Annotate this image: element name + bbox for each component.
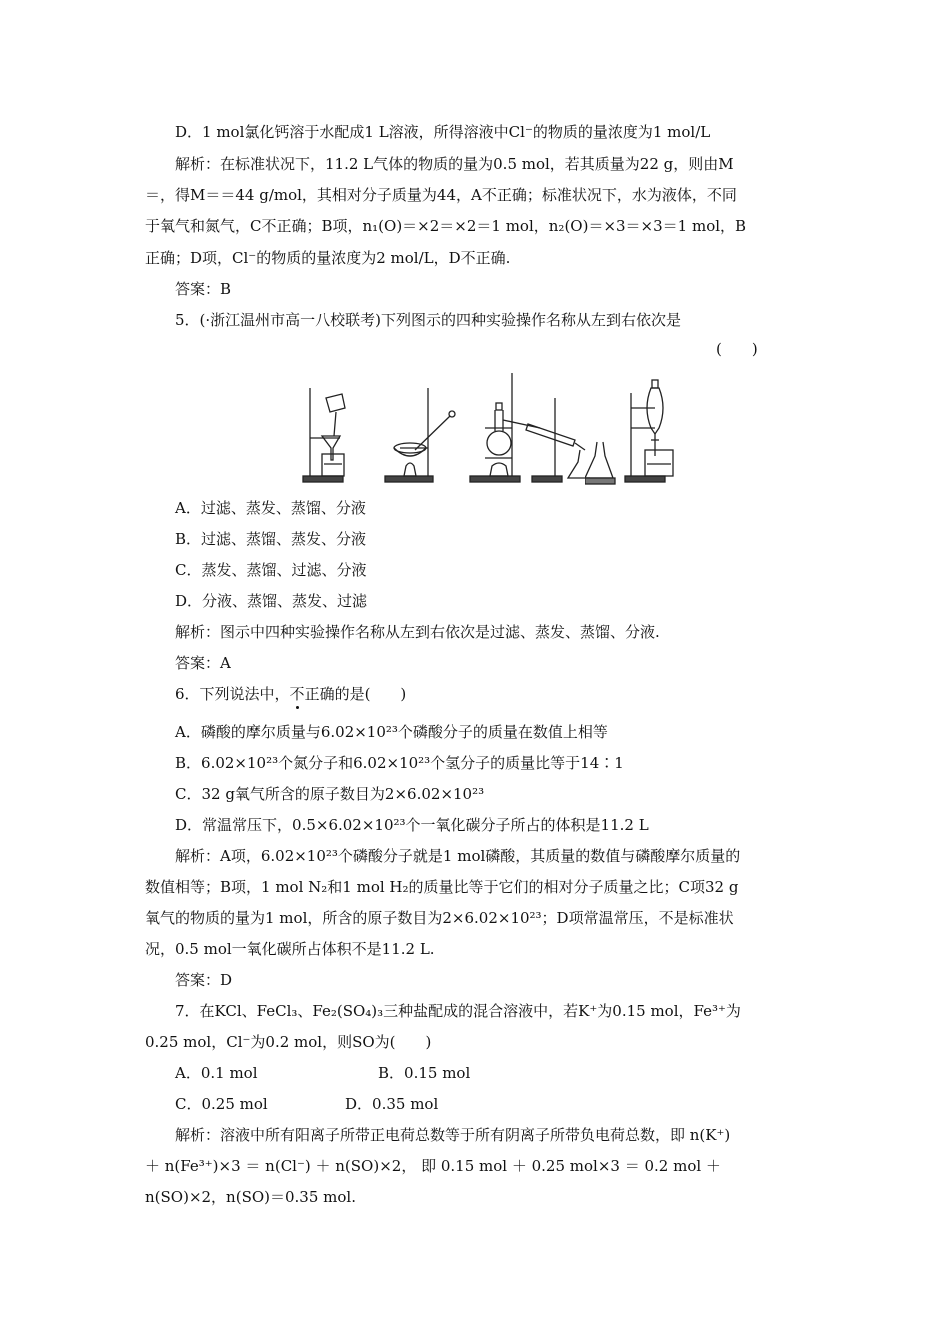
lab-apparatus-figure <box>300 368 590 488</box>
question-6 <box>175 684 406 704</box>
option-d-q6: D．常温常压下，0.5×6.02×10²³个一氧化碳分子所占的体积是11.2 L <box>175 816 649 834</box>
answer-q6: 答案：D <box>175 971 233 989</box>
question-6-emphasis: 不 <box>289 685 305 703</box>
analysis-q6-line2: 数值相等；B项，1 mol N₂和1 mol H₂的质量比等于它们的相对分子质量之比；C项32 g <box>145 878 739 896</box>
option-b-q5: B．过滤、蒸馏、蒸发、分液 <box>175 530 367 548</box>
answer-q4: 答案：B <box>175 280 232 298</box>
option-c-q7: C．0.25 mol <box>175 1095 268 1113</box>
analysis-q4-line3: 于氧气和氮气，C不正确；B项，n₁(O)＝×2＝×2＝1 mol，n₂(O)＝×3＝×3＝1 mol，B <box>145 217 747 235</box>
lab-apparatus-figure-right <box>585 368 695 488</box>
option-a-q5: A．过滤、蒸发、蒸馏、分液 <box>175 499 366 517</box>
analysis-q6-line4: 况，0.5 mol一氧化碳所占体积不是11.2 L. <box>145 940 435 958</box>
analysis-q4-line1: 解析：在标准状况下，11.2 L气体的物质的量为0.5 mol，若其质量为22 g，则由M <box>175 155 734 173</box>
distillation-apparatus <box>470 373 585 482</box>
option-a-q6: A．磷酸的摩尔质量与6.02×10²³个磷酸分子的质量在数值上相等 <box>175 723 608 741</box>
analysis-q4-line4: 正确；D项，Cl⁻的物质的量浓度为2 mol/L，D不正确. <box>145 249 511 267</box>
analysis-q7-line1: 解析：溶液中所有阳离子所带正电荷总数等于所有阴离子所带负电荷总数，即 n(K⁺) <box>175 1126 731 1144</box>
evaporation-apparatus <box>385 388 455 482</box>
answer-blank-q5: ( ) <box>716 340 758 358</box>
answer-q5: 答案：A <box>175 654 231 672</box>
option-d-q5: D．分液、蒸馏、蒸发、过滤 <box>175 592 368 610</box>
option-b-q7: B．0.15 mol <box>378 1064 471 1082</box>
filtration-apparatus <box>303 388 345 482</box>
option-c-q6: C．32 g氧气所含的原子数目为2×6.02×10²³ <box>175 785 485 803</box>
analysis-q6-line1: 解析：A项，6.02×10²³个磷酸分子就是1 mol磷酸，其质量的数值与磷酸摩尔质量的 <box>175 847 741 865</box>
analysis-q6-line3: 氧气的物质的量为1 mol，所含的原子数目为2×6.02×10²³；D项常温常压，不是标准状 <box>145 909 734 927</box>
option-d-q4: D．1 mol氯化钙溶于水配成1 L溶液，所得溶液中Cl⁻的物质的量浓度为1 mol/L <box>175 123 711 141</box>
question-5: 5．(·浙江温州市高一八校联考)下列图示的四种实验操作名称从左到右依次是 <box>175 311 682 329</box>
option-d-q7: D．0.35 mol <box>345 1095 439 1113</box>
option-c-q5: C．蒸发、蒸馏、过滤、分液 <box>175 561 367 579</box>
separatory-funnel-apparatus <box>625 380 673 482</box>
question-7-line1: 7．在KCl、FeCl₃、Fe₂(SO₄)₃三种盐配成的混合溶液中，若K⁺为0.15 mol，Fe³⁺为 <box>175 1002 741 1020</box>
analysis-q7-line2: ＋ n(Fe³⁺)×3 ＝ n(Cl⁻) ＋ n(SO)×2， 即 0.15 mol ＋ 0.25 mol×3 ＝ 0.2 mol ＋ <box>145 1157 721 1175</box>
option-a-q7: A．0.1 mol <box>175 1064 258 1082</box>
question-6-part1: 6．下列说法中， <box>175 685 290 703</box>
question-7-line2: 0.25 mol，Cl⁻为0.2 mol，则SO为( ) <box>145 1033 432 1051</box>
analysis-q4-line2: ＝，得M＝＝44 g/mol，其相对分子质量为44，A不正确；标准状况下，水为液体，不同 <box>145 186 737 204</box>
analysis-q5: 解析：图示中四种实验操作名称从左到右依次是过滤、蒸发、蒸馏、分液. <box>175 623 660 641</box>
receiver-flask-apparatus <box>585 442 615 484</box>
option-b-q6: B．6.02×10²³个氮分子和6.02×10²³个氢分子的质量比等于14∶1 <box>175 754 624 772</box>
analysis-q7-line3: n(SO)×2，n(SO)＝0.35 mol. <box>145 1188 356 1206</box>
question-6-part2: 正确的是( ) <box>304 685 407 703</box>
